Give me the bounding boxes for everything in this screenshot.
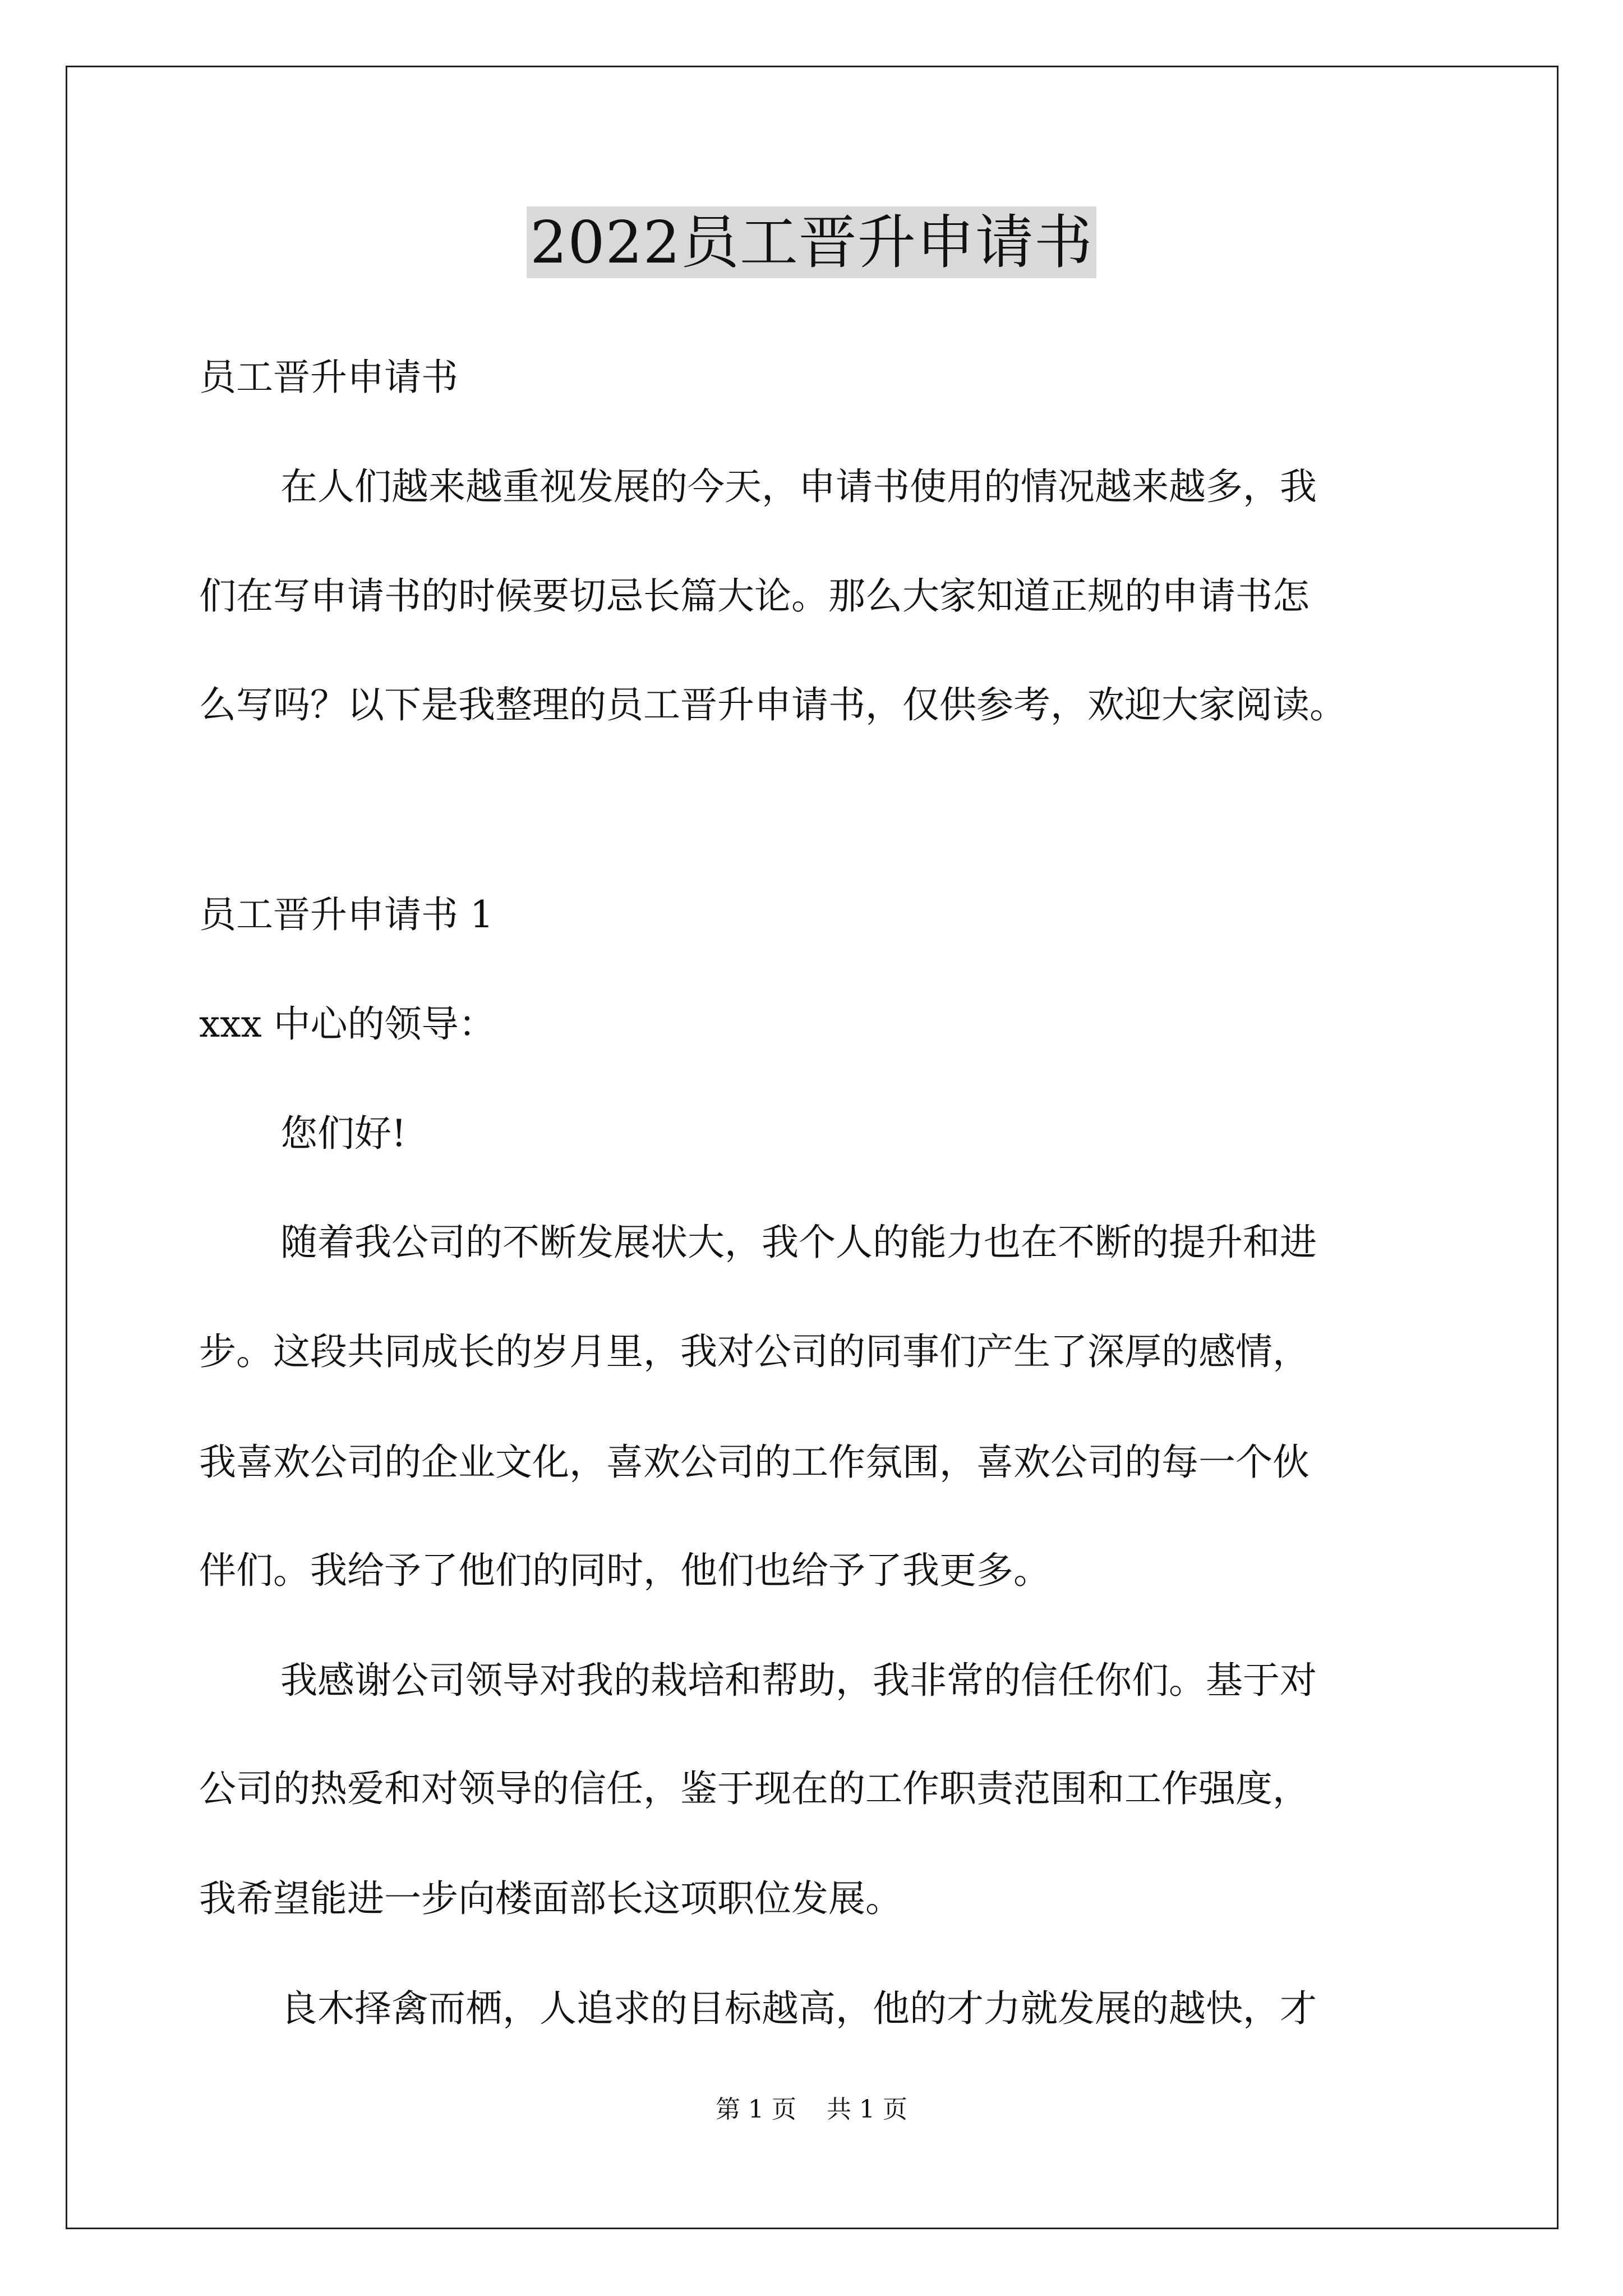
document-title: 2022员工晋升申请书 — [527, 206, 1096, 278]
section-heading: 员工晋升申请书 1 — [199, 893, 494, 936]
page-number: 第 1 页 — [716, 2095, 796, 2124]
paragraph-line: 随着我公司的不断发展状大，我个人的能力也在不断的提升和进 — [280, 1221, 1317, 1264]
page-footer — [0, 2093, 1623, 2127]
paragraph-line: 伴们。我给予了他们的同时，他们也给予了我更多。 — [199, 1549, 1050, 1592]
paragraph-line: 良木择禽而栖，人追求的目标越高，他的才力就发展的越快，才 — [280, 1987, 1317, 2030]
title-container — [0, 206, 1623, 278]
greeting: 您们好! — [280, 1112, 407, 1155]
page-total: 共 1 页 — [827, 2095, 907, 2124]
paragraph-line: 我希望能进一步向楼面部长这项职位发展。 — [199, 1877, 902, 1920]
paragraph-line: 在人们越来越重视发展的今天，申请书使用的情况越来越多，我 — [280, 465, 1317, 508]
paragraph-line: 们在写申请书的时候要切忌长篇大论。那么大家知道正规的申请书怎 — [199, 574, 1310, 618]
salutation: xxx 中心的领导： — [199, 1002, 496, 1046]
paragraph-line: 我感谢公司领导对我的栽培和帮助，我非常的信任你们。基于对 — [280, 1659, 1317, 1702]
paragraph-line: 么写吗？以下是我整理的员工晋升申请书，仅供参考，欢迎大家阅读。 — [199, 683, 1347, 726]
doc-heading: 员工晋升申请书 — [199, 356, 458, 399]
paragraph-line: 步。这段共同成长的岁月里，我对公司的同事们产生了深厚的感情， — [199, 1330, 1310, 1373]
paragraph-line: 公司的热爱和对领导的信任，鉴于现在的工作职责范围和工作强度， — [199, 1767, 1310, 1810]
paragraph-line: 我喜欢公司的企业文化，喜欢公司的工作氛围，喜欢公司的每一个伙 — [199, 1441, 1310, 1484]
